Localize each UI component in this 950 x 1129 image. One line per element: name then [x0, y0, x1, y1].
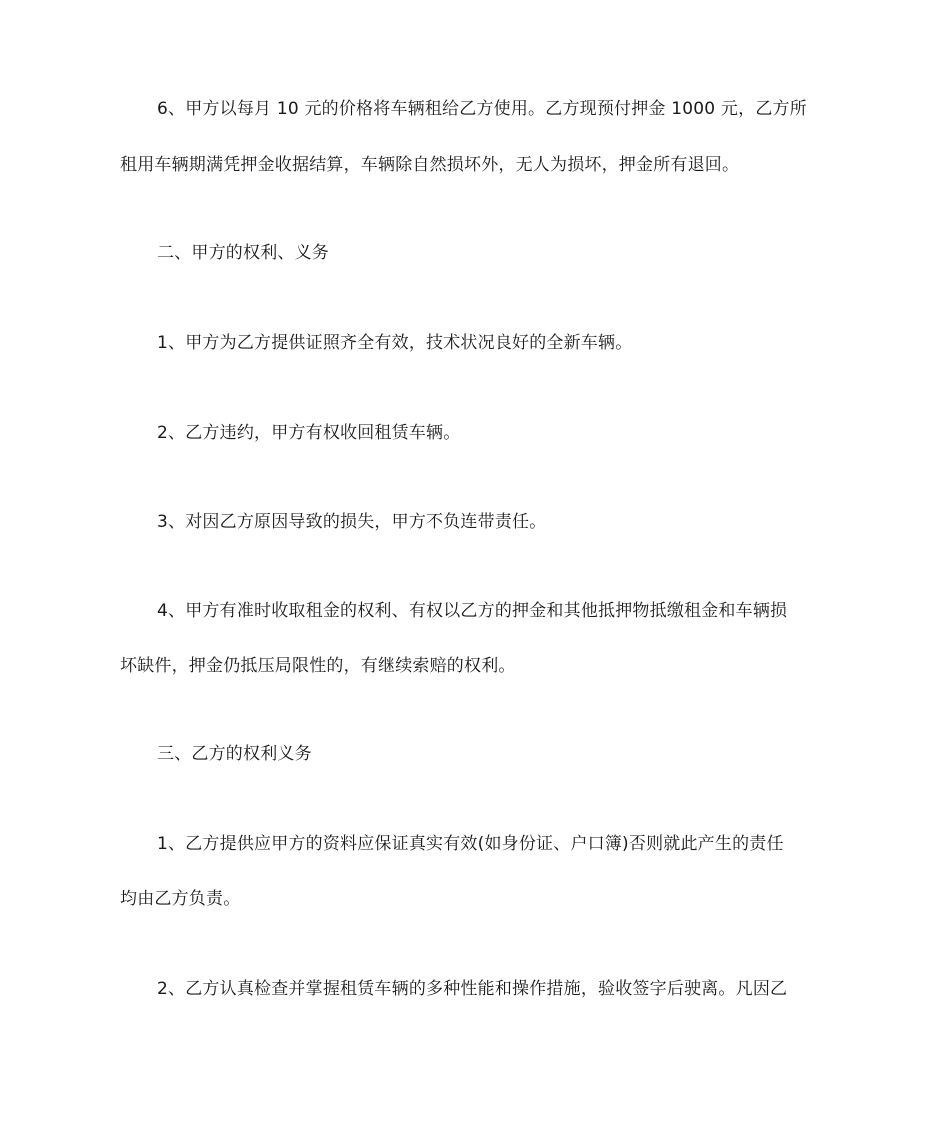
- paragraph-line: 租用车辆期满凭押金收据结算，车辆除自然损坏外，无人为损坏，押金所有退回。: [120, 155, 740, 175]
- section-heading: 二、甲方的权利、义务: [157, 243, 329, 263]
- paragraph-line: 均由乙方负责。: [120, 889, 241, 909]
- paragraph-line: 1、甲方为乙方提供证照齐全有效，技术状况良好的全新车辆。: [157, 333, 633, 353]
- paragraph-line: 1、乙方提供应甲方的资料应保证真实有效(如身份证、户口簿)否则就此产生的责任: [157, 834, 784, 854]
- paragraph-line: 6、甲方以每月 10 元的价格将车辆租给乙方使用。乙方现预付押金 1000 元，乙方所: [157, 99, 807, 119]
- paragraph-line: 坏缺件，押金仍抵压局限性的，有继续索赔的权利。: [120, 656, 516, 676]
- paragraph-line: 3、对因乙方原因导致的损失，甲方不负连带责任。: [157, 512, 547, 532]
- paragraph-line: 2、乙方违约，甲方有权收回租赁车辆。: [157, 423, 461, 443]
- paragraph-line: 2、乙方认真检查并掌握租赁车辆的多种性能和操作措施，验收签字后驶离。凡因乙: [157, 979, 788, 999]
- section-heading: 三、乙方的权利义务: [157, 744, 312, 764]
- paragraph-line: 4、甲方有准时收取租金的权利、有权以乙方的押金和其他抵押物抵缴租金和车辆损: [157, 601, 788, 621]
